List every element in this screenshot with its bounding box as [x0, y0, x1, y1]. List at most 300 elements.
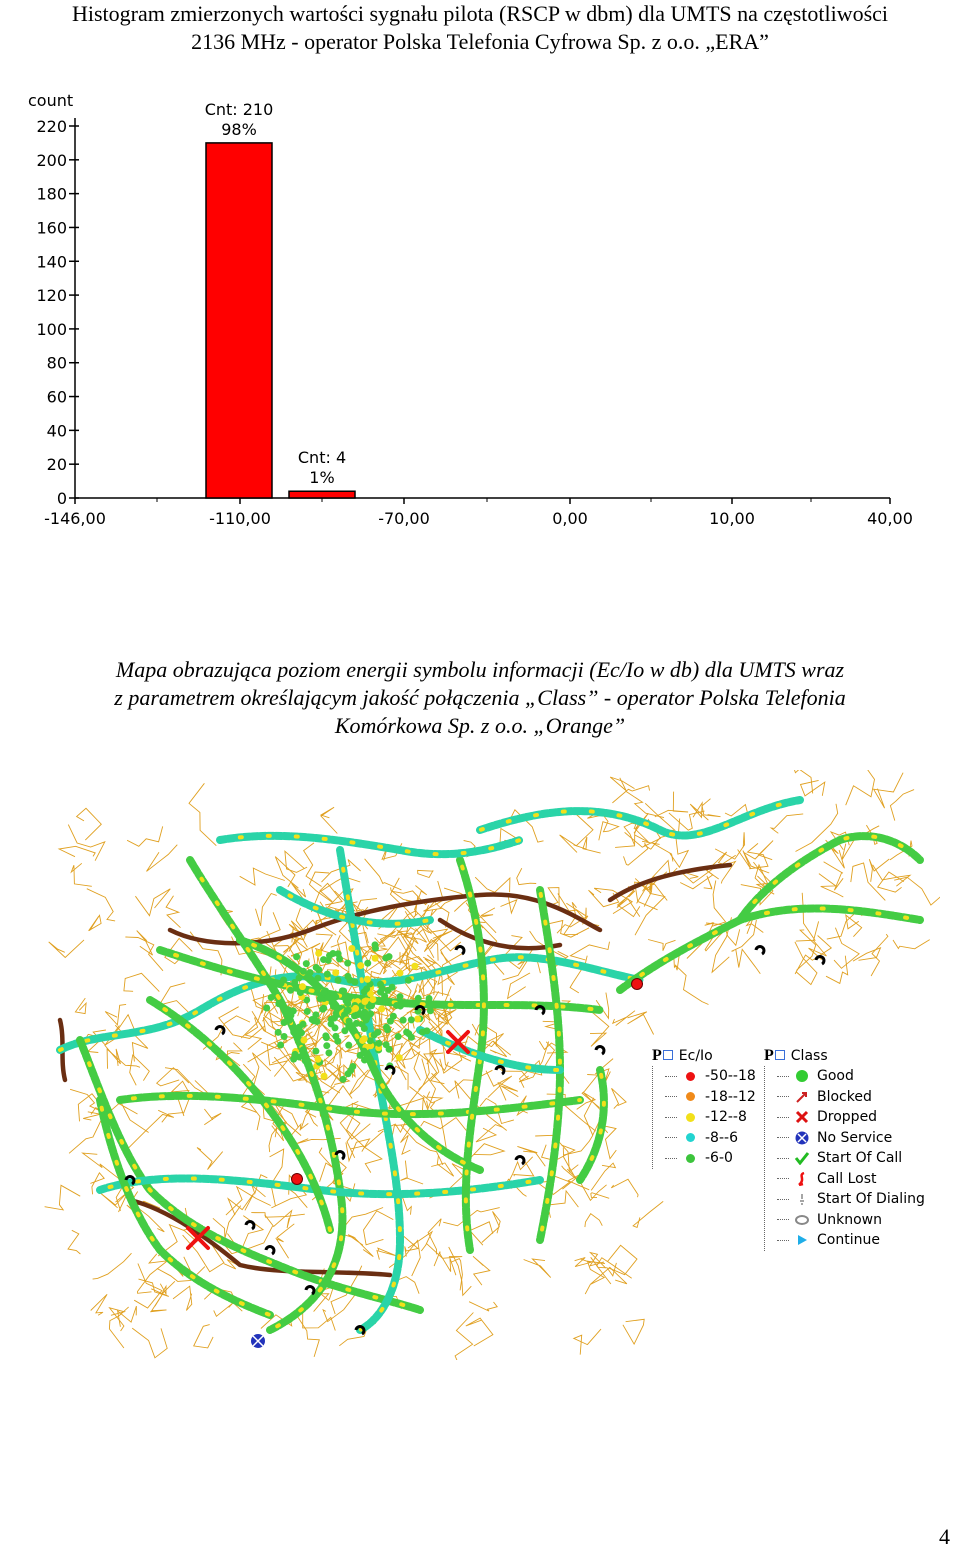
layer-p-icon: P — [652, 1047, 673, 1065]
street — [591, 1163, 615, 1190]
street — [871, 934, 888, 976]
y-tick-label: 0 — [56, 489, 67, 508]
sample-point — [314, 975, 321, 982]
legend-class — [764, 1046, 925, 1251]
legend-class-item — [777, 1066, 925, 1087]
street — [712, 881, 726, 927]
start-of-call-marker — [756, 947, 764, 954]
sample-point — [411, 963, 418, 970]
sample-point — [281, 1033, 288, 1040]
street — [894, 877, 940, 905]
sample-point — [345, 1070, 352, 1077]
sample-point — [315, 966, 322, 973]
street — [524, 1259, 551, 1278]
sample-point — [361, 1009, 368, 1016]
start-of-call-marker — [536, 1007, 544, 1014]
heading-line-2: 2136 MHz - operator Polska Telefonia Cyfrowa Sp. z o.o. „ERA” — [191, 29, 769, 54]
legend-class-label: Good — [817, 1068, 854, 1085]
street — [173, 1286, 192, 1310]
street — [890, 790, 914, 821]
sample-point — [327, 1020, 334, 1027]
sample-point — [396, 1054, 403, 1061]
start-of-call-marker — [386, 1067, 394, 1074]
street — [570, 942, 609, 960]
street — [599, 822, 619, 841]
page-heading — [8, 0, 952, 56]
caption-line-1: Mapa obrazująca poziom energii symbolu informacji (Ec/Io w db) dla UMTS wraz — [115, 657, 845, 682]
heading-line-1: Histogram zmierzonych wartości sygnału pilota (RSCP w dbm) dla UMTS na częstotliwości — [71, 1, 889, 26]
sample-point — [300, 1046, 307, 1053]
sample-point — [357, 962, 364, 969]
bar-count-label: Cnt: 210 — [204, 99, 274, 119]
sample-point — [377, 989, 384, 996]
sample-point — [287, 961, 294, 968]
sample-point — [346, 1018, 353, 1025]
caption-line-3: Komórkowa Sp. z o.o. „Orange” — [334, 713, 626, 738]
street — [626, 791, 664, 817]
sample-point — [280, 976, 287, 983]
continue-icon — [793, 1233, 811, 1247]
street — [704, 876, 712, 889]
no-service-marker — [251, 1334, 265, 1348]
legend-class-label: Blocked — [817, 1088, 872, 1105]
sample-point — [314, 1018, 321, 1025]
street — [240, 868, 285, 885]
street — [423, 1092, 442, 1103]
sample-point — [364, 976, 371, 983]
start-of-call-marker — [266, 1247, 274, 1254]
street — [853, 948, 881, 961]
sample-point — [339, 987, 346, 994]
street — [591, 1193, 609, 1199]
sample-point — [317, 995, 324, 1002]
sample-point — [375, 1040, 382, 1047]
street — [323, 1291, 358, 1322]
y-tick-label: 20 — [46, 455, 67, 475]
street — [893, 940, 930, 949]
start-of-call-icon — [793, 1151, 811, 1165]
sample-point — [395, 1033, 402, 1040]
sample-point — [383, 1041, 390, 1048]
street — [655, 792, 688, 817]
y-tick-label: 140 — [36, 252, 67, 272]
street — [702, 799, 720, 817]
street — [89, 915, 102, 930]
ec-io-critical-point — [632, 979, 643, 990]
legend-ecio-item — [665, 1087, 756, 1108]
sample-point — [291, 979, 298, 986]
map-caption — [8, 656, 952, 740]
street — [130, 1055, 150, 1085]
sample-point — [312, 1048, 319, 1055]
route-segment — [220, 836, 520, 854]
street — [771, 814, 803, 833]
sample-point — [340, 1076, 347, 1083]
legend-class-label: Unknown — [817, 1211, 882, 1228]
street — [118, 1306, 137, 1327]
street — [795, 942, 817, 985]
street — [796, 893, 815, 941]
route-low-quality-marks — [100, 1100, 270, 1315]
sample-point — [344, 960, 351, 967]
street — [265, 1211, 292, 1228]
sample-point — [378, 1005, 385, 1012]
street — [139, 1279, 169, 1296]
street — [574, 837, 601, 853]
street — [348, 1235, 373, 1257]
route-segment — [540, 890, 560, 1240]
street — [608, 1245, 637, 1274]
street — [590, 1010, 609, 1046]
street — [428, 1219, 441, 1255]
page-number: 4 — [939, 1524, 950, 1549]
street — [421, 1118, 467, 1131]
legend-class-label: Start Of Dialing — [817, 1191, 925, 1208]
street — [443, 1208, 500, 1226]
sample-point — [372, 955, 379, 962]
sample-point — [415, 995, 422, 1002]
y-tick-label: 180 — [36, 184, 67, 204]
start-of-call-marker — [306, 1287, 314, 1294]
sample-point — [351, 978, 358, 985]
sample-point — [397, 1003, 404, 1010]
street — [68, 825, 105, 861]
sample-point — [300, 968, 307, 975]
color-dot-icon — [681, 1154, 699, 1163]
sample-point — [321, 1073, 328, 1080]
sample-point — [361, 1035, 368, 1042]
rscp-histogram — [0, 84, 960, 534]
sample-point — [330, 1003, 337, 1010]
street — [275, 857, 298, 889]
street — [360, 946, 383, 962]
street — [736, 949, 761, 974]
sample-point — [320, 1005, 327, 1012]
sample-point — [287, 987, 294, 994]
sample-point — [324, 971, 331, 978]
street — [269, 1128, 277, 1152]
street — [846, 915, 862, 937]
sample-point — [361, 998, 368, 1005]
sample-point — [290, 1007, 297, 1014]
street — [150, 1294, 166, 1312]
legend-class-item — [777, 1230, 925, 1251]
sample-point — [382, 955, 389, 962]
street — [610, 777, 634, 791]
histogram-bar — [289, 491, 355, 498]
street — [648, 940, 675, 951]
legend-ecio-label: -8--6 — [705, 1129, 738, 1146]
street — [251, 1213, 304, 1218]
start-of-call-marker — [246, 1222, 254, 1229]
sample-point — [408, 1016, 415, 1023]
legend-class-title: Class — [790, 1048, 828, 1064]
sample-point — [315, 1056, 322, 1063]
legend-class-item — [777, 1148, 925, 1169]
bar-count-label: Cnt: 4 — [297, 448, 347, 468]
sample-point — [352, 1005, 359, 1012]
sample-point — [325, 1049, 332, 1056]
street — [295, 1313, 319, 1357]
bar-percent-label: 1% — [309, 468, 335, 488]
street — [119, 1103, 149, 1133]
street — [623, 1319, 644, 1344]
sample-point — [281, 1019, 288, 1026]
sample-point — [341, 1027, 348, 1034]
street — [45, 1185, 81, 1210]
street — [304, 843, 322, 887]
street — [574, 1329, 601, 1355]
y-tick-label: 160 — [36, 218, 67, 238]
legend-ecio — [652, 1046, 756, 1169]
street — [455, 1313, 473, 1361]
sample-point — [296, 1024, 303, 1031]
sample-point — [323, 1042, 330, 1049]
street — [197, 1148, 223, 1170]
legend-class-item — [777, 1189, 925, 1210]
street — [611, 1179, 638, 1197]
sample-point — [426, 995, 433, 1002]
sample-point — [302, 1057, 309, 1064]
street — [377, 1248, 396, 1259]
sample-point — [390, 1013, 397, 1020]
street — [125, 937, 163, 971]
street — [194, 1325, 213, 1348]
street — [351, 1146, 382, 1173]
route-segment — [620, 908, 920, 990]
sample-point — [427, 1007, 434, 1014]
street — [391, 887, 416, 901]
street — [285, 851, 307, 872]
street — [869, 859, 889, 882]
unknown-icon — [793, 1213, 811, 1227]
y-tick-label: 220 — [36, 117, 67, 136]
legend-class-item — [777, 1087, 925, 1108]
start-of-call-marker — [816, 957, 824, 964]
legend-ecio-label: -12--8 — [705, 1109, 747, 1126]
street — [365, 859, 402, 890]
sample-point — [275, 1000, 282, 1007]
legend-class-label: Start Of Call — [817, 1150, 903, 1167]
street — [309, 872, 332, 902]
sample-point — [345, 1042, 352, 1049]
sample-point — [367, 1058, 374, 1065]
route-low-quality-marks — [620, 908, 920, 990]
sample-point — [336, 955, 343, 962]
street — [612, 1088, 627, 1108]
street — [642, 841, 673, 861]
histogram-svg — [0, 84, 960, 534]
sample-point — [372, 941, 379, 948]
no-service-icon — [793, 1131, 811, 1145]
street — [68, 1230, 80, 1254]
street — [715, 832, 745, 859]
sample-point — [304, 1008, 311, 1015]
sample-point — [374, 1029, 381, 1036]
street — [127, 826, 163, 846]
street — [204, 1109, 221, 1125]
street — [470, 1222, 493, 1245]
sample-point — [423, 1027, 430, 1034]
street — [87, 889, 115, 921]
street — [842, 826, 879, 860]
sample-point — [343, 997, 350, 1004]
street — [147, 845, 178, 872]
sample-point — [332, 993, 339, 1000]
y-tick-label: 200 — [36, 150, 67, 170]
legend-ecio-label: -6-0 — [705, 1150, 733, 1167]
street — [242, 1101, 260, 1130]
street — [124, 973, 159, 991]
street — [851, 863, 886, 900]
street — [575, 1258, 591, 1267]
street — [670, 839, 688, 867]
x-tick-label: 40,00 — [867, 509, 913, 528]
street — [744, 841, 773, 860]
sample-point — [320, 956, 327, 963]
street — [473, 1256, 490, 1285]
street — [519, 1042, 549, 1083]
sample-point — [269, 982, 276, 989]
y-tick-label: 80 — [46, 353, 67, 373]
street — [132, 1328, 167, 1358]
street — [401, 1161, 424, 1184]
street — [93, 1253, 132, 1279]
street — [162, 1097, 184, 1122]
sample-point — [351, 1012, 358, 1019]
street — [475, 877, 510, 892]
coverage-map — [40, 770, 940, 1360]
legend-ecio-title: Ec/Io — [678, 1048, 713, 1064]
x-tick-label: -70,00 — [378, 509, 430, 528]
sample-point — [348, 945, 355, 952]
street — [346, 1139, 370, 1161]
sample-point — [361, 988, 368, 995]
sample-point — [315, 950, 322, 957]
legend-class-label: Continue — [817, 1232, 880, 1249]
street — [49, 940, 84, 958]
sample-point — [384, 1026, 391, 1033]
x-tick-label: -146,00 — [44, 509, 106, 528]
street — [878, 872, 904, 892]
rail-line — [610, 865, 730, 900]
street — [690, 803, 708, 820]
sample-point — [345, 1007, 352, 1014]
start-of-call-marker — [596, 1047, 604, 1054]
route-segment — [100, 1100, 270, 1315]
sample-point — [335, 977, 342, 984]
street — [613, 1011, 635, 1026]
sample-point — [275, 1029, 282, 1036]
sample-point — [268, 994, 275, 1001]
y-axis-label: count — [28, 91, 74, 110]
route-segment — [480, 800, 800, 836]
street — [59, 846, 95, 856]
street — [256, 894, 277, 926]
ec-io-critical-point — [292, 1174, 303, 1185]
start-of-call-marker — [456, 947, 464, 954]
street — [585, 1267, 627, 1294]
sample-point — [321, 988, 328, 995]
sample-point — [290, 1056, 297, 1063]
good-icon — [793, 1069, 811, 1083]
street — [826, 956, 848, 984]
sample-point — [408, 1034, 415, 1041]
legend-class-item — [777, 1107, 925, 1128]
call-lost-icon — [793, 1172, 811, 1186]
street — [77, 808, 102, 840]
sample-point — [384, 987, 391, 994]
street — [675, 965, 709, 1005]
street — [91, 1294, 107, 1315]
sample-point — [263, 1004, 270, 1011]
street — [166, 896, 180, 928]
caption-line-2: z parametrem określającym jakość połączenia „Class” - operator Polska Telefonia — [114, 685, 846, 710]
sample-point — [364, 960, 371, 967]
start-of-dialing-icon — [793, 1192, 811, 1206]
bar-percent-label: 98% — [221, 119, 257, 139]
color-dot-icon — [681, 1072, 699, 1081]
y-tick-label: 60 — [46, 387, 67, 407]
sample-point — [396, 970, 403, 977]
street — [321, 807, 337, 833]
street — [801, 780, 825, 796]
street — [434, 1252, 451, 1272]
street — [628, 1012, 654, 1035]
street — [189, 783, 216, 845]
layer-p-icon: P — [764, 1047, 785, 1065]
sample-point — [322, 1032, 329, 1039]
blocked-icon — [793, 1090, 811, 1104]
street — [160, 1281, 175, 1294]
street — [107, 1049, 140, 1069]
sample-point — [334, 1038, 341, 1045]
legend-ecio-item — [665, 1128, 756, 1149]
street — [585, 1214, 602, 1227]
legend-ecio-label: -50--18 — [705, 1068, 756, 1085]
street — [276, 1224, 294, 1258]
street — [603, 1126, 616, 1159]
street — [596, 993, 609, 1019]
legend-class-label: Dropped — [817, 1109, 878, 1126]
histogram-bar — [206, 143, 272, 498]
dropped-icon — [793, 1110, 811, 1124]
street — [490, 1041, 511, 1057]
legend-class-item — [777, 1210, 925, 1231]
street — [517, 868, 537, 884]
y-tick-label: 40 — [46, 421, 67, 441]
legend-ecio-item — [665, 1148, 756, 1169]
color-dot-icon — [681, 1133, 699, 1142]
legend-class-label: Call Lost — [817, 1170, 877, 1187]
sample-point — [357, 1052, 364, 1059]
street — [498, 1083, 518, 1101]
color-dot-icon — [681, 1113, 699, 1122]
color-dot-icon — [681, 1092, 699, 1101]
street — [633, 1201, 663, 1227]
sample-point — [349, 1063, 356, 1070]
sample-point — [326, 952, 333, 959]
legend-class-item — [777, 1128, 925, 1149]
street — [846, 770, 875, 805]
x-tick-label: -110,00 — [209, 509, 271, 528]
legend-class-list — [764, 1066, 925, 1251]
y-tick-label: 120 — [36, 286, 67, 306]
sample-point — [277, 1041, 284, 1048]
sample-point — [414, 1015, 421, 1022]
legend-ecio-item — [665, 1107, 756, 1128]
street — [469, 1302, 497, 1311]
